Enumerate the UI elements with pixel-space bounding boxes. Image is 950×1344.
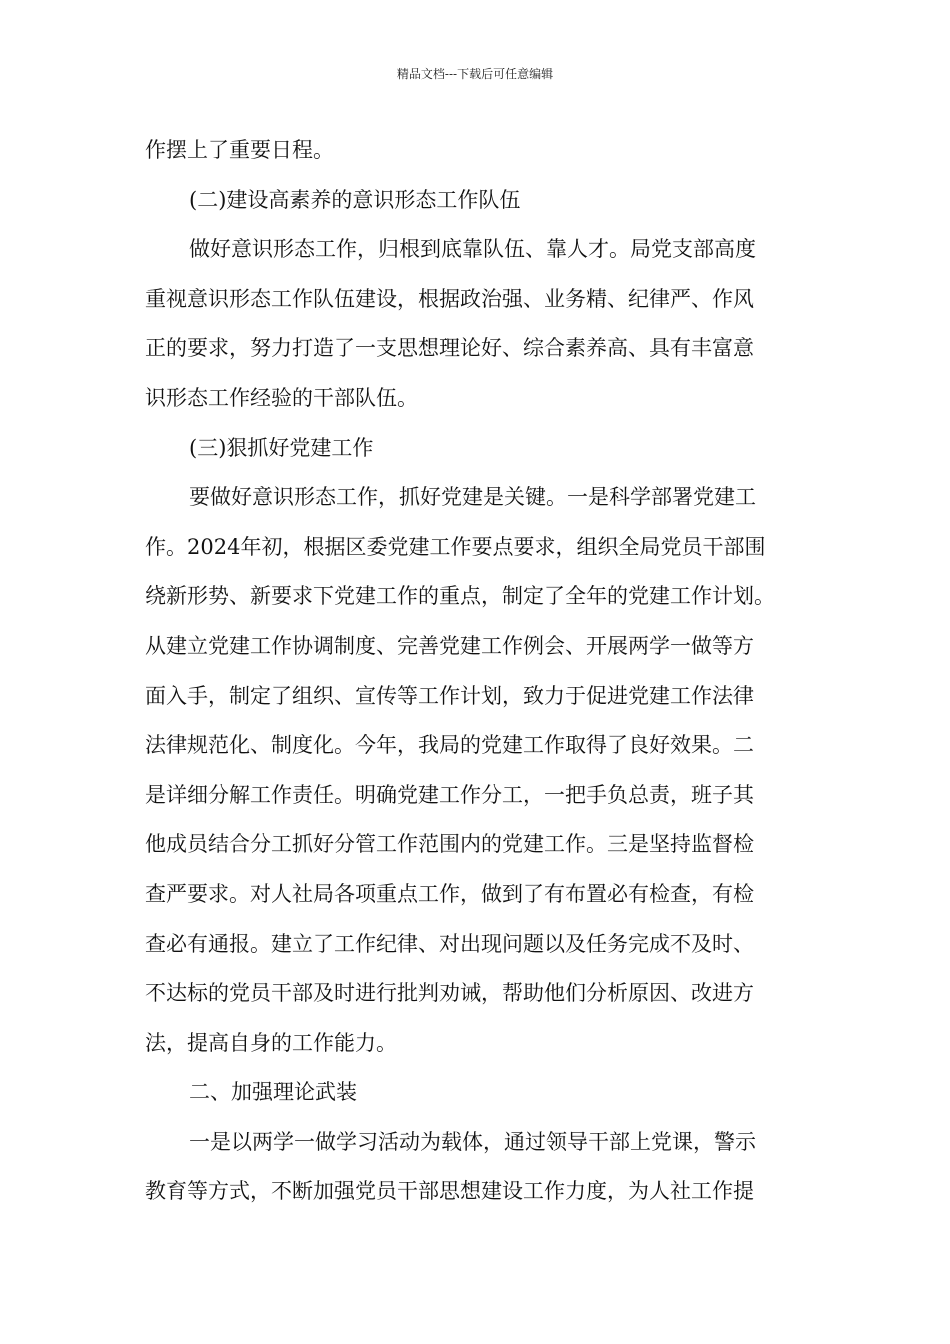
text-line: 法律规范化、制度化。今年，我局的党建工作取得了良好效果。二 bbox=[145, 733, 754, 758]
text-line: 他成员结合分工抓好分管工作范围内的党建工作。三是坚持监督检 bbox=[145, 832, 754, 857]
section-heading: 二、加强理论武装 bbox=[189, 1080, 357, 1105]
text-line: 作。2024年初，根据区委党建工作要点要求，组织全局党员干部围 bbox=[145, 534, 766, 559]
text-line: 从建立党建工作协调制度、完善党建工作例会、开展两学一做等方 bbox=[145, 633, 754, 658]
text-line: 做好意识形态工作，归根到底靠队伍、靠人才。局党支部高度 bbox=[189, 237, 756, 262]
text-line: 查严要求。对人社局各项重点工作，做到了有布置必有检查，有检 bbox=[145, 881, 754, 906]
section-heading: (三)狠抓好党建工作 bbox=[189, 435, 374, 460]
section-heading: (二)建设高素养的意识形态工作队伍 bbox=[189, 187, 521, 212]
text-line: 重视意识形态工作队伍建设，根据政治强、业务精、纪律严、作风 bbox=[145, 286, 754, 311]
text-line: 查必有通报。建立了工作纪律、对出现问题以及任务完成不及时、 bbox=[145, 931, 754, 956]
text-line: 不达标的党员干部及时进行批判劝诫，帮助他们分析原因、改进方 bbox=[145, 981, 754, 1006]
page-header: 精品文档---下载后可任意编辑 bbox=[396, 67, 554, 81]
text-line: 是详细分解工作责任。明确党建工作分工，一把手负总责，班子其 bbox=[145, 782, 754, 807]
text-line: 法，提高自身的工作能力。 bbox=[145, 1030, 397, 1055]
text-line: 作摆上了重要日程。 bbox=[145, 138, 334, 162]
text-line: 一是以两学一做学习活动为载体，通过领导干部上党课，警示 bbox=[189, 1129, 756, 1154]
text-line: 面入手，制定了组织、宣传等工作计划，致力于促进党建工作法律 bbox=[145, 683, 754, 708]
text-line: 正的要求，努力打造了一支思想理论好、综合素养高、具有丰富意 bbox=[145, 336, 754, 361]
text-line: 识形态工作经验的干部队伍。 bbox=[145, 385, 418, 410]
text-line: 教育等方式，不断加强党员干部思想建设工作力度，为人社工作提 bbox=[145, 1179, 754, 1204]
document-body bbox=[145, 126, 815, 1217]
text-line: 要做好意识形态工作，抓好党建是关键。一是科学部署党建工 bbox=[189, 485, 756, 510]
text-line: 绕新形势、新要求下党建工作的重点，制定了全年的党建工作计划。 bbox=[145, 584, 775, 609]
